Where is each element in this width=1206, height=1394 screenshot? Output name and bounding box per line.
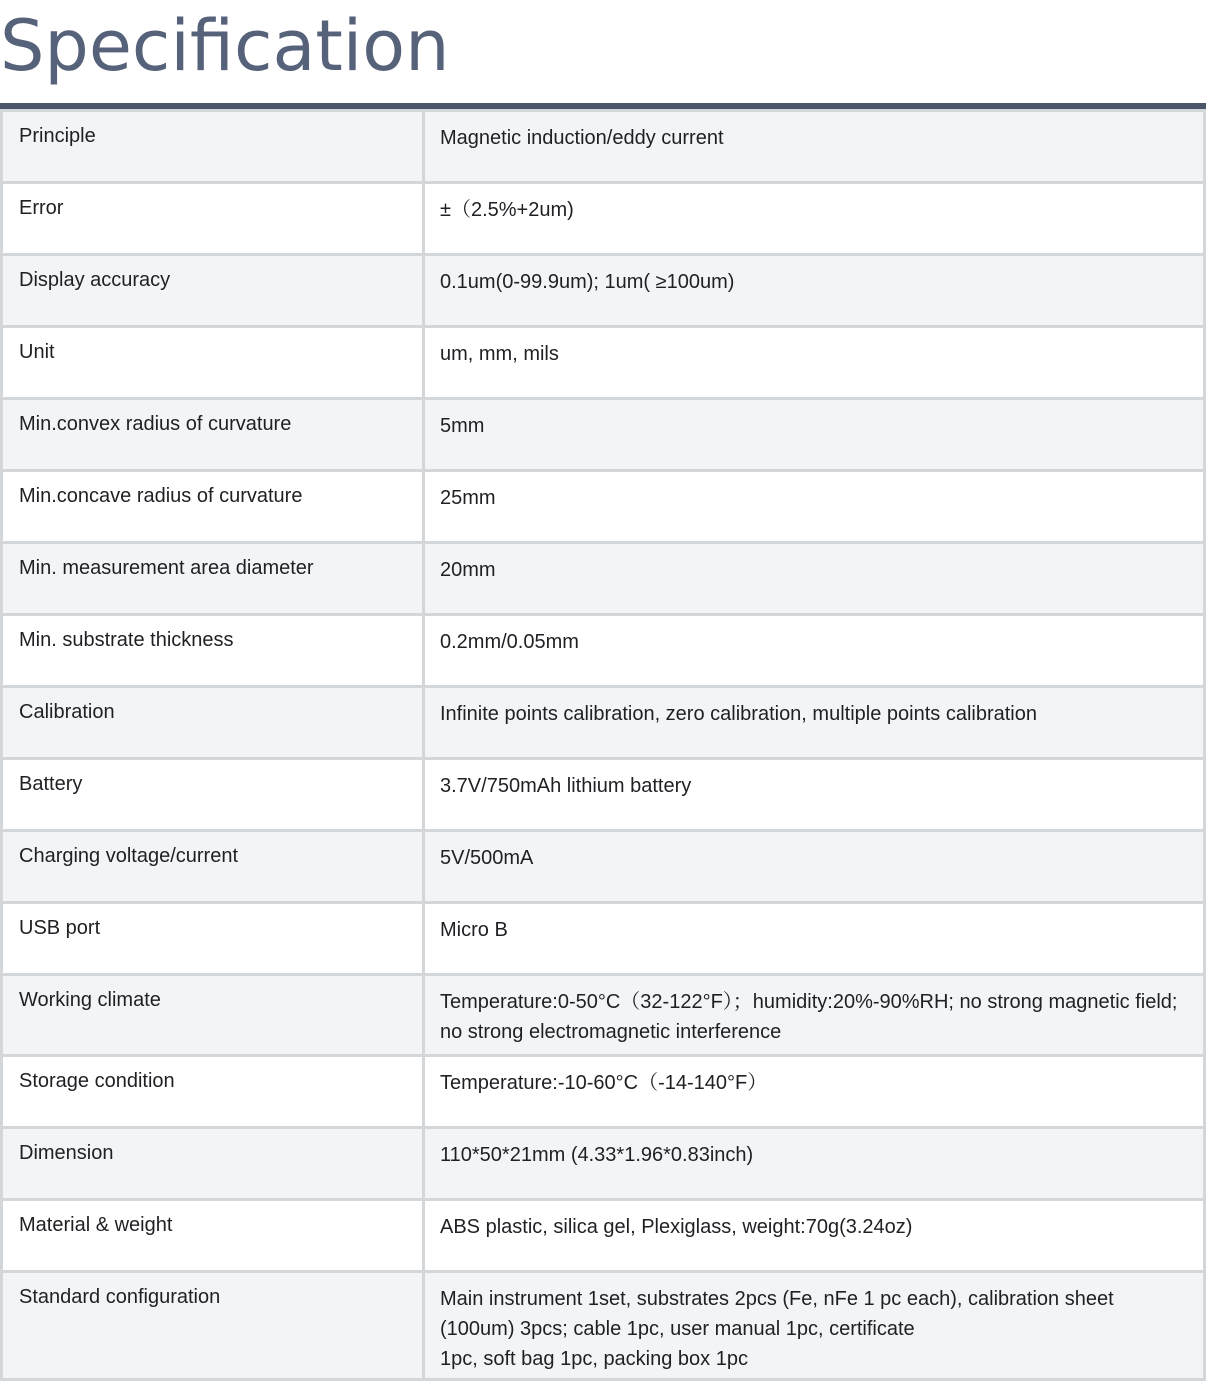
spec-label: Display accuracy bbox=[2, 255, 424, 327]
spec-value: um, mm, mils bbox=[424, 327, 1205, 399]
table-row bbox=[2, 183, 1205, 255]
spec-label: Min.convex radius of curvature bbox=[2, 399, 424, 471]
spec-value: 0.2mm/0.05mm bbox=[424, 615, 1205, 687]
spec-value: Infinite points calibration, zero calibration, multiple points calibration bbox=[424, 687, 1205, 759]
spec-label: Standard configuration bbox=[2, 1272, 424, 1380]
spec-label: Min. measurement area diameter bbox=[2, 543, 424, 615]
spec-label: Working climate bbox=[2, 975, 424, 1056]
specification-table bbox=[0, 109, 1206, 1381]
table-row bbox=[2, 255, 1205, 327]
spec-label: Storage condition bbox=[2, 1056, 424, 1128]
table-row bbox=[2, 975, 1205, 1056]
table-row bbox=[2, 903, 1205, 975]
spec-label: Error bbox=[2, 183, 424, 255]
table-row bbox=[2, 471, 1205, 543]
spec-value-line: 1pc, soft bag 1pc, packing box 1pc bbox=[440, 1348, 748, 1370]
spec-value-line: Main instrument 1set, substrates 2pcs (Fe, nFe 1 pc each), calibration sheet (100um) 3pcs; cable 1pc, user manual 1pc, certificate bbox=[440, 1288, 1114, 1340]
table-row bbox=[2, 543, 1205, 615]
table-row bbox=[2, 1128, 1205, 1200]
table-row bbox=[2, 615, 1205, 687]
spec-value: 3.7V/750mAh lithium battery bbox=[424, 759, 1205, 831]
spec-value: 5mm bbox=[424, 399, 1205, 471]
table-row bbox=[2, 327, 1205, 399]
spec-value: 5V/500mA bbox=[424, 831, 1205, 903]
table-row bbox=[2, 1200, 1205, 1272]
spec-label: Principle bbox=[2, 111, 424, 183]
spec-label: Calibration bbox=[2, 687, 424, 759]
table-row bbox=[2, 399, 1205, 471]
spec-label: USB port bbox=[2, 903, 424, 975]
spec-label: Charging voltage/current bbox=[2, 831, 424, 903]
table-row bbox=[2, 759, 1205, 831]
spec-label: Min.concave radius of curvature bbox=[2, 471, 424, 543]
spec-value: Temperature:-10-60°C（-14-140°F） bbox=[424, 1056, 1205, 1128]
spec-value: Magnetic induction/eddy current bbox=[424, 111, 1205, 183]
spec-label: Material & weight bbox=[2, 1200, 424, 1272]
table-row bbox=[2, 831, 1205, 903]
spec-value: 110*50*21mm (4.33*1.96*0.83inch) bbox=[424, 1128, 1205, 1200]
spec-label: Battery bbox=[2, 759, 424, 831]
spec-value: 25mm bbox=[424, 471, 1205, 543]
spec-label: Unit bbox=[2, 327, 424, 399]
spec-label: Min. substrate thickness bbox=[2, 615, 424, 687]
table-row bbox=[2, 1056, 1205, 1128]
spec-value: ±（2.5%+2um) bbox=[424, 183, 1205, 255]
table-row bbox=[2, 1272, 1205, 1380]
spec-value: ABS plastic, silica gel, Plexiglass, weight:70g(3.24oz) bbox=[424, 1200, 1205, 1272]
page-title: Specification bbox=[0, 5, 450, 87]
table-row bbox=[2, 111, 1205, 183]
spec-value: Micro B bbox=[424, 903, 1205, 975]
spec-value bbox=[424, 1272, 1205, 1380]
table-row bbox=[2, 687, 1205, 759]
spec-value: Temperature:0-50°C（32-122°F）；humidity:20%-90%RH; no strong magnetic field; no strong electromagnetic interference bbox=[424, 975, 1205, 1056]
spec-value: 20mm bbox=[424, 543, 1205, 615]
spec-value: 0.1um(0-99.9um); 1um( ≥100um) bbox=[424, 255, 1205, 327]
spec-label: Dimension bbox=[2, 1128, 424, 1200]
